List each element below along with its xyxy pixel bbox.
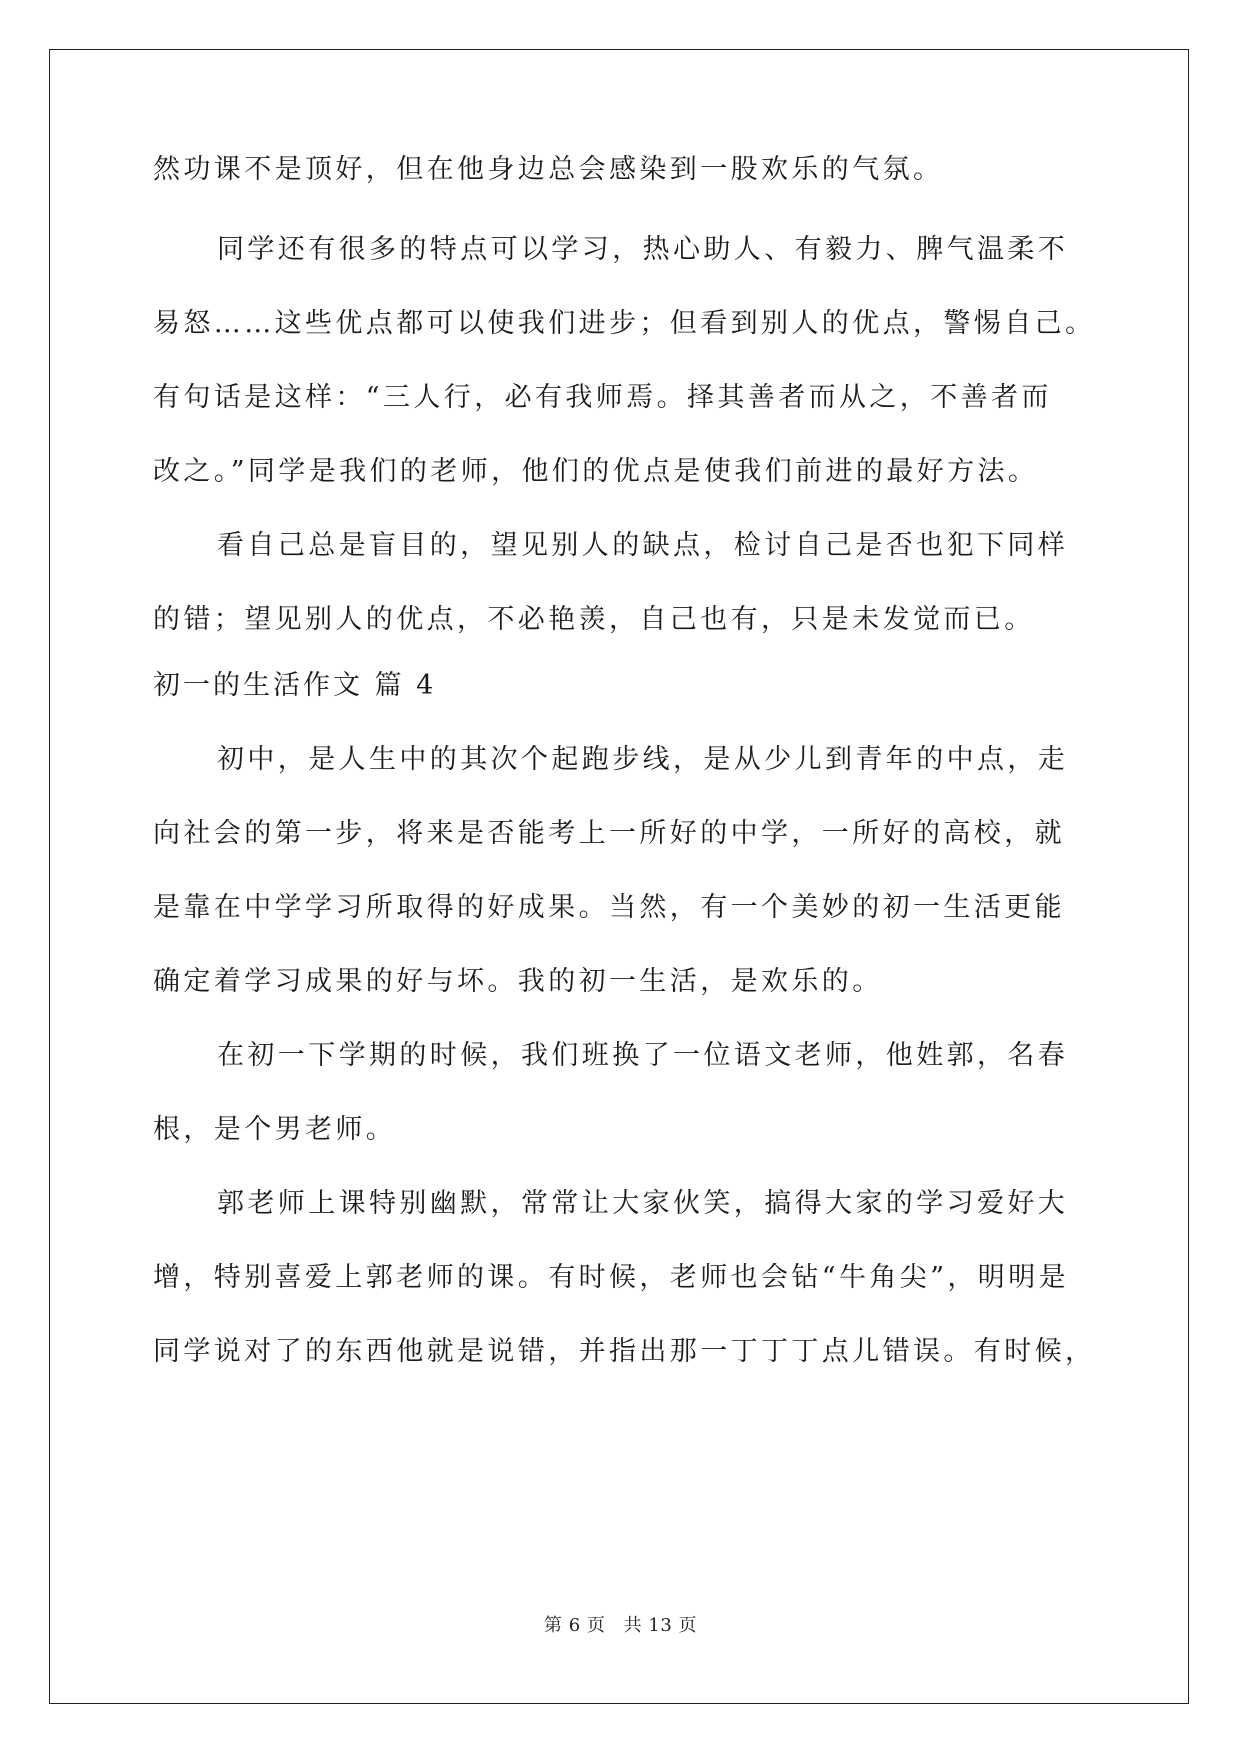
text-line: 确定着学习成果的好与坏。我的初一生活，是欢乐的。 xyxy=(153,966,883,997)
paragraph-first-line: 郭老师上课特别幽默，常常让大家伙笑，搞得大家的学习爱好大 xyxy=(217,1188,1069,1219)
text-line: 的错；望见别人的优点，不必艳羡，自己也有，只是未发觉而已。 xyxy=(153,604,1035,635)
page-number-current: 第 6 页 xyxy=(544,1615,606,1636)
text-line: 改之。”同学是我们的老师，他们的优点是使我们前进的最好方法。 xyxy=(153,456,1039,487)
text-line: 易怒……这些优点都可以使我们进步；但看到别人的优点，警惕自己。 xyxy=(153,308,1096,339)
text-line: 根，是个男老师。 xyxy=(153,1114,397,1145)
text-line: 是靠在中学学习所取得的好成果。当然，有一个美妙的初一生活更能 xyxy=(153,892,1065,923)
paragraph-first-line: 同学还有很多的特点可以学习，热心助人、有毅力、脾气温柔不 xyxy=(217,234,1069,265)
text-line: 有句话是这样：“三人行，必有我师焉。择其善者而从之，不善者而 xyxy=(153,382,1052,413)
paragraph-first-line: 在初一下学期的时候，我们班换了一位语文老师，他姓郭，名春 xyxy=(217,1040,1069,1071)
page-number-total: 共 13 页 xyxy=(623,1615,697,1636)
text-line: 向社会的第一步，将来是否能考上一所好的中学，一所好的高校，就 xyxy=(153,818,1065,849)
paragraph-first-line: 初中，是人生中的其次个起跑步线，是从少儿到青年的中点，走 xyxy=(217,744,1069,775)
text-line: 然功课不是顶好，但在他身边总会感染到一股欢乐的气氛。 xyxy=(153,154,944,185)
paragraph-first-line: 看自己总是盲目的，望见别人的缺点，检讨自己是否也犯下同样 xyxy=(217,530,1069,561)
text-line: 同学说对了的东西他就是说错，并指出那一丁丁丁点儿错误。有时候， xyxy=(153,1336,1096,1367)
page-border xyxy=(49,49,1189,1704)
text-line: 增，特别喜爱上郭老师的课。有时候，老师也会钻“牛角尖”，明明是 xyxy=(153,1262,1070,1293)
page-footer xyxy=(0,1611,1241,1637)
section-heading: 初一的生活作文 篇 4 xyxy=(153,670,437,701)
